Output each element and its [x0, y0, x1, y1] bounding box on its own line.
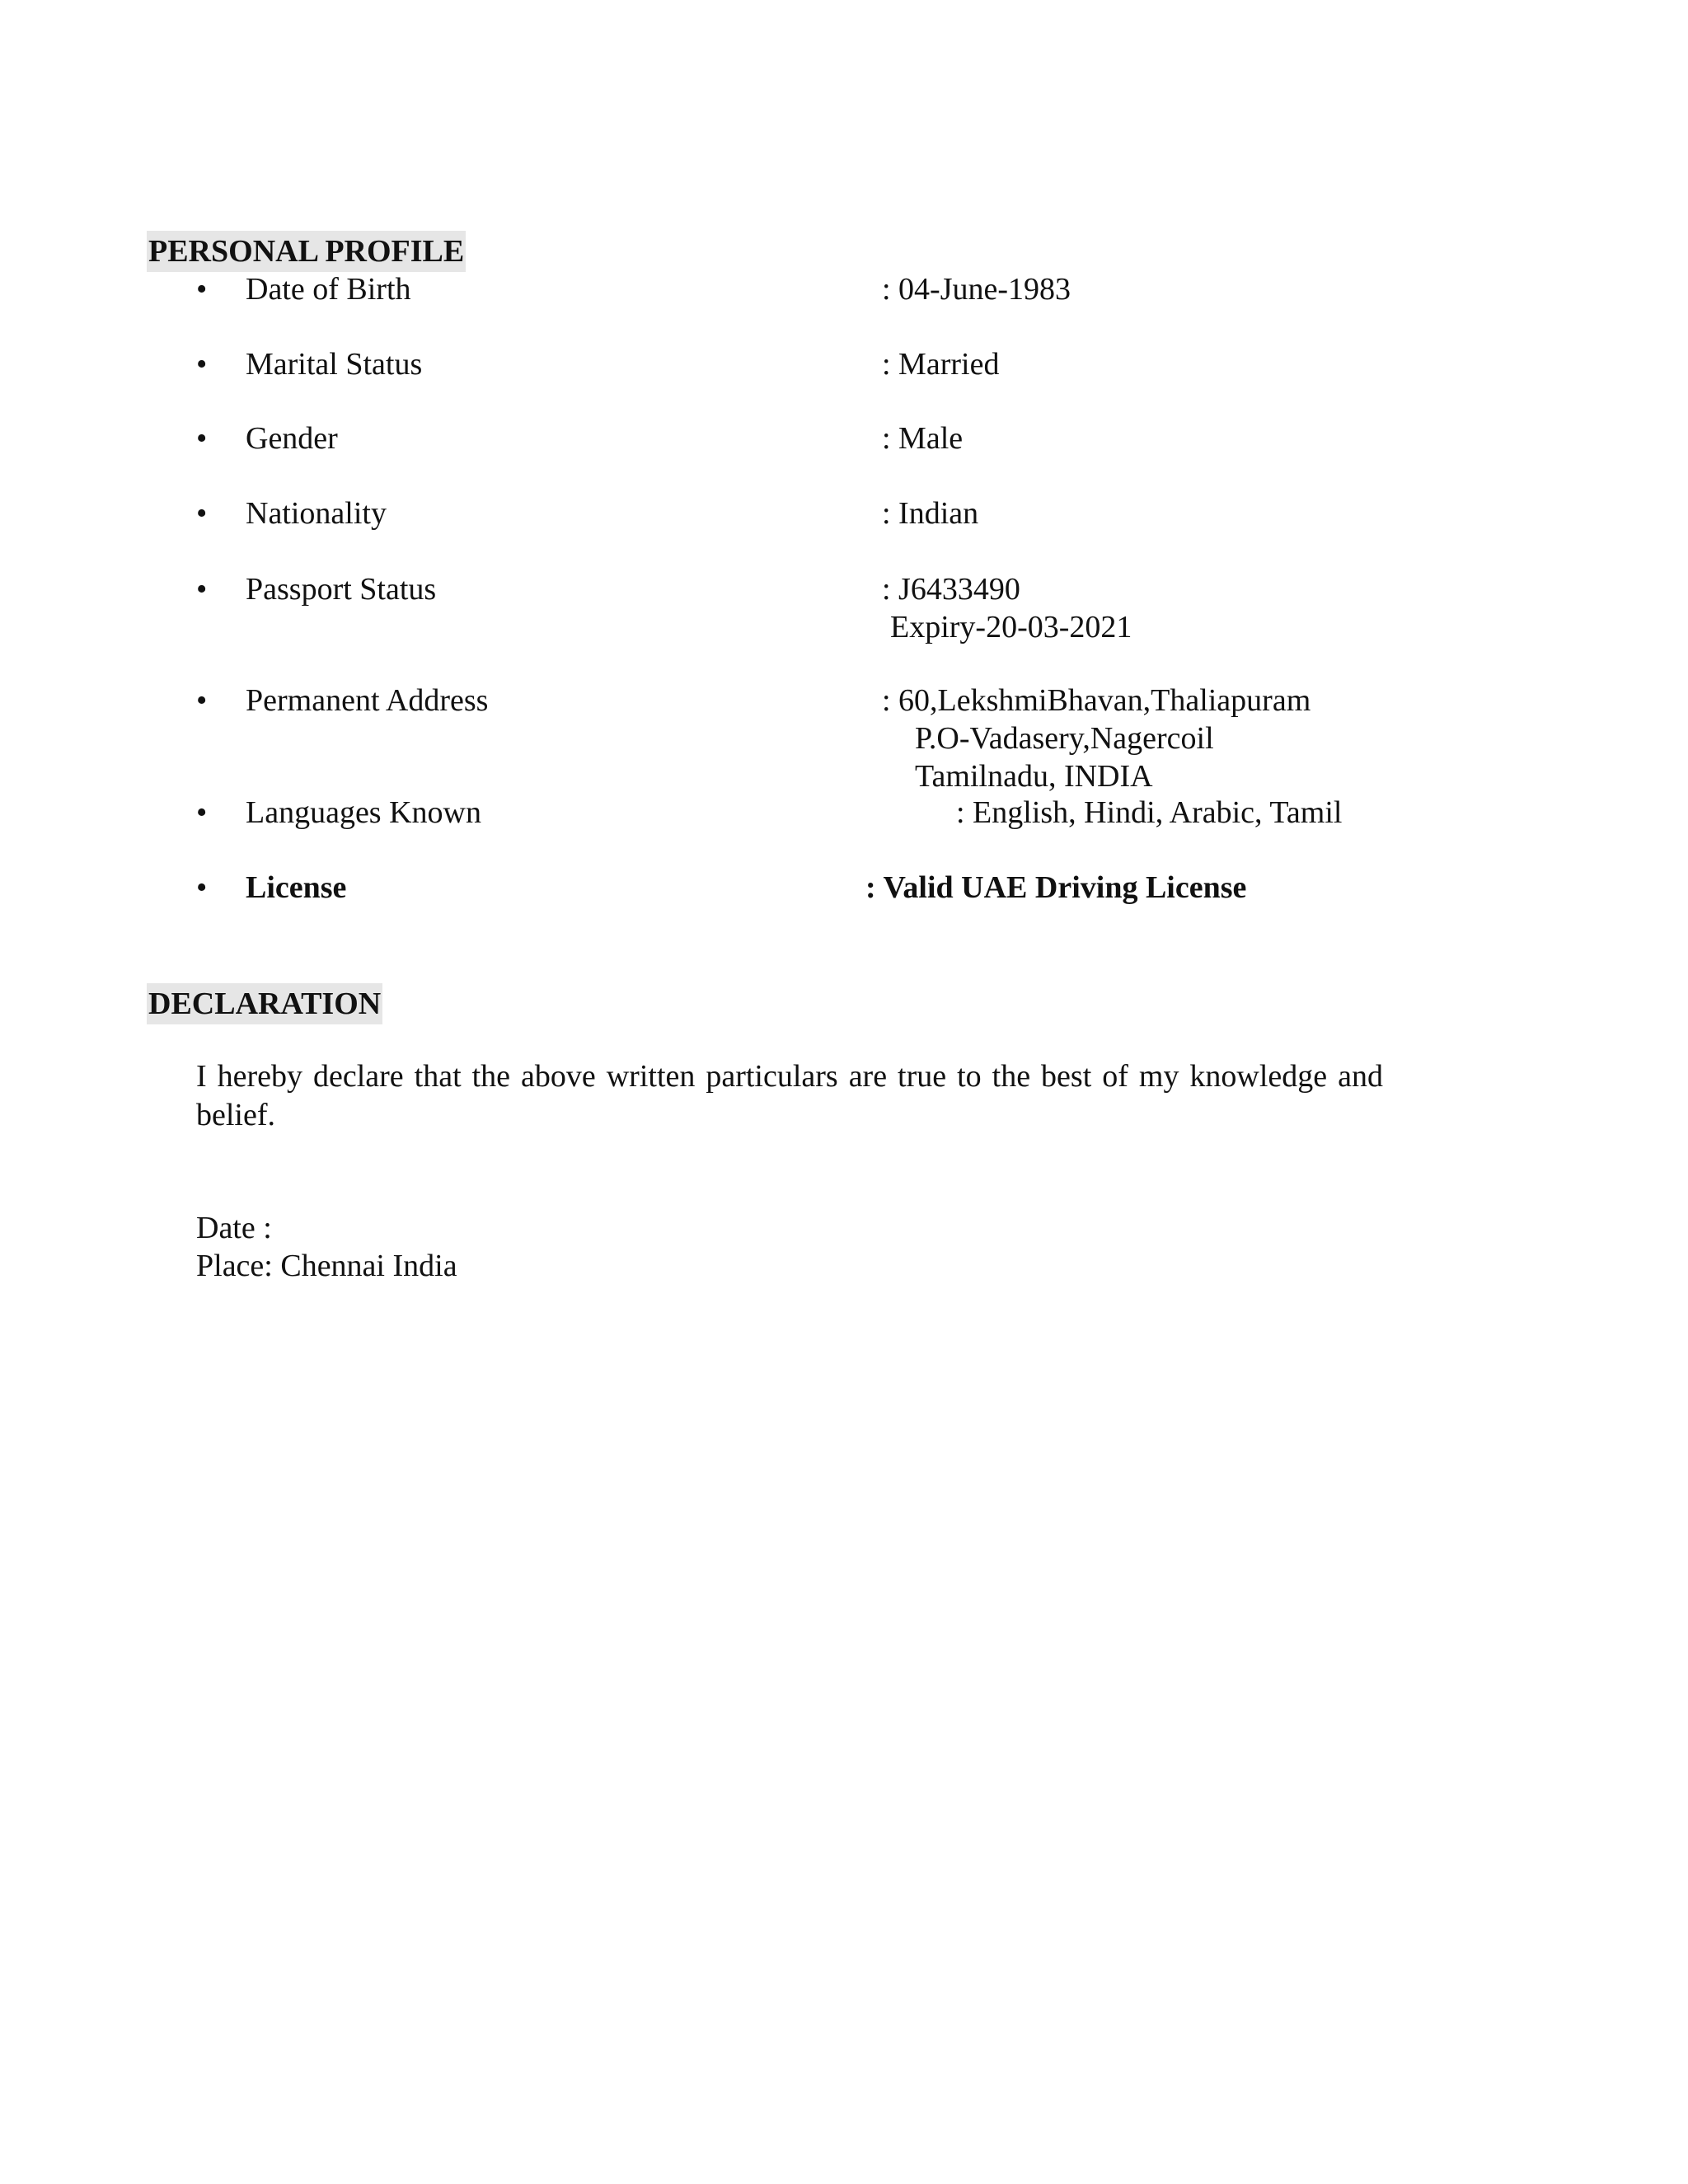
gender-value: : Male — [882, 421, 964, 456]
address-line-2: P.O-Vadasery,Nagercoil — [915, 721, 1214, 756]
bullet: • — [196, 421, 208, 456]
personal-profile-heading: PERSONAL PROFILE — [147, 231, 466, 272]
bullet: • — [196, 683, 208, 718]
nationality-value: : Indian — [882, 496, 979, 531]
dob-value: : 04-June-1983 — [882, 272, 1071, 307]
bullet: • — [196, 347, 208, 382]
address-line-1: : 60,LekshmiBhavan,Thaliapuram — [882, 683, 1311, 718]
address-line-3: Tamilnadu, INDIA — [915, 759, 1153, 794]
passport-expiry: Expiry-20-03-2021 — [890, 610, 1132, 644]
place-label: Place: Chennai India — [196, 1249, 457, 1283]
dob-label: Date of Birth — [246, 272, 411, 307]
declaration-heading: DECLARATION — [147, 983, 382, 1024]
marital-value: : Married — [882, 347, 1000, 382]
bullet: • — [196, 870, 208, 905]
address-value — [882, 682, 1311, 795]
passport-number: : J6433490 — [882, 572, 1020, 607]
bullet: • — [196, 272, 208, 307]
passport-label: Passport Status — [246, 572, 437, 607]
nationality-label: Nationality — [246, 496, 387, 531]
bullet: • — [196, 795, 208, 830]
gender-label: Gender — [246, 421, 338, 456]
date-label: Date : — [196, 1211, 272, 1245]
passport-value — [882, 570, 1132, 646]
languages-label: Languages Known — [246, 795, 481, 830]
license-value: : Valid UAE Driving License — [865, 870, 1247, 905]
address-label: Permanent Address — [246, 683, 489, 718]
bullet: • — [196, 496, 208, 531]
license-label: License — [246, 870, 347, 905]
languages-value: : English, Hindi, Arabic, Tamil — [956, 795, 1343, 830]
bullet: • — [196, 572, 208, 607]
marital-label: Marital Status — [246, 347, 423, 382]
declaration-text: I hereby declare that the above written particulars are true to the best of my knowledge and belief. — [196, 1059, 1383, 1132]
